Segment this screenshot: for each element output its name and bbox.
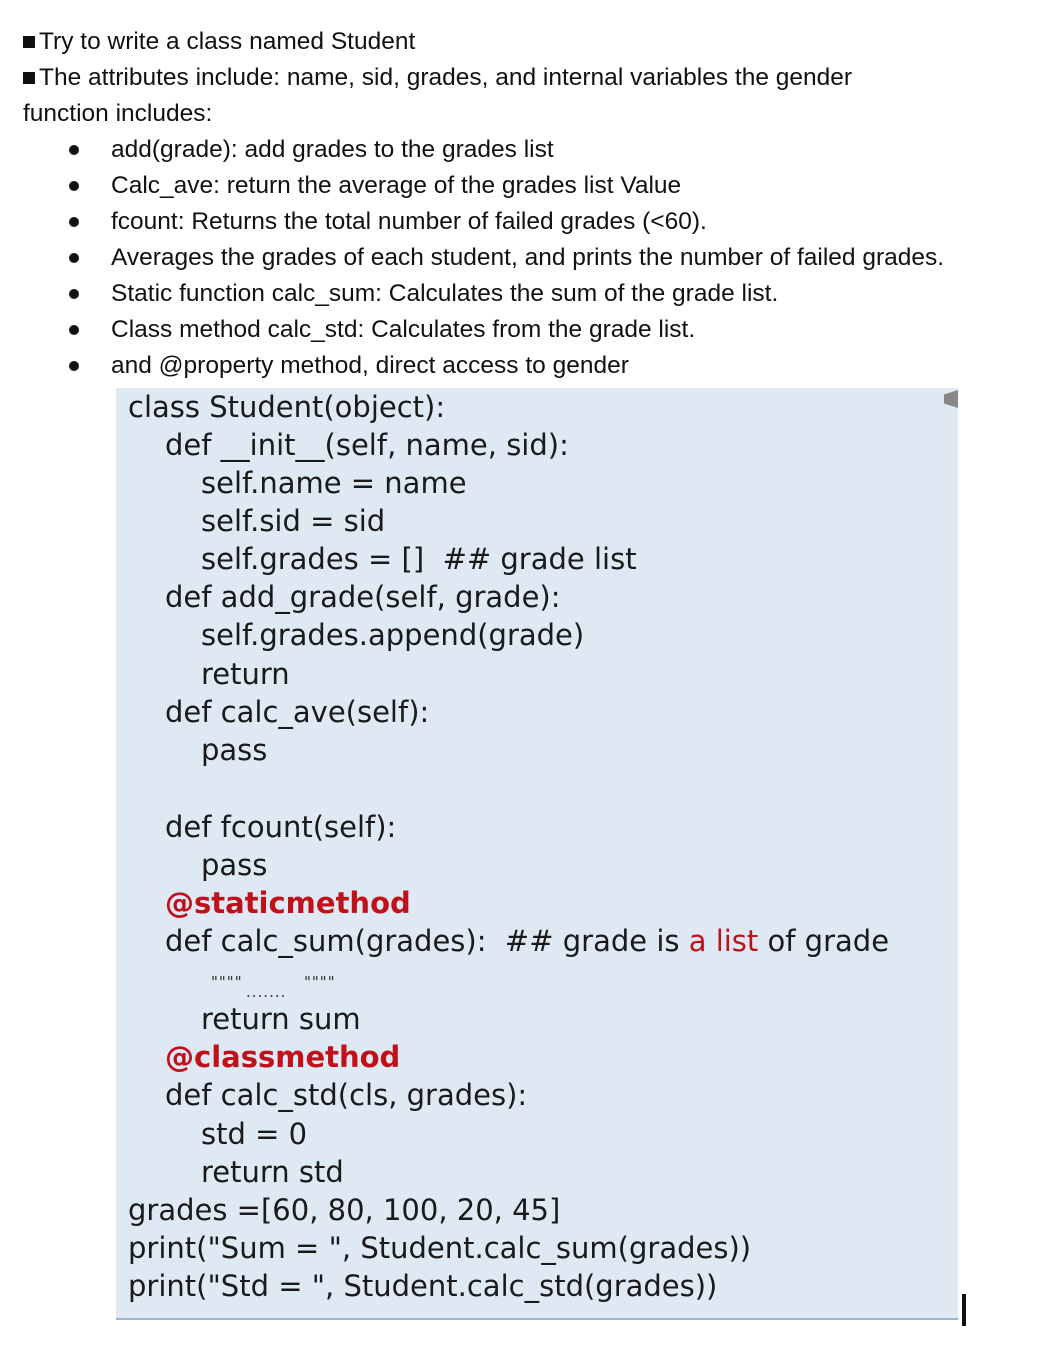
instruction-line: function includes: (23, 100, 213, 127)
corner-marker-icon (944, 390, 958, 408)
list-item-text: add(grade): add grades to the grades list (111, 136, 554, 163)
list-item (23, 276, 1035, 312)
list-item-text: Calc_ave: return the average of the grades list Value (111, 172, 682, 199)
square-bullet-icon (23, 72, 35, 84)
docstring-dots: ....... (246, 983, 287, 1001)
code-line: def fcount(self): (165, 810, 397, 844)
highlighted-text: a list (688, 924, 759, 958)
list-item (23, 132, 1035, 168)
code-line: self.grades = [] ## grade list (201, 542, 637, 576)
list-item-text: Averages the grades of each student, and prints the number of failed grades. (111, 244, 945, 271)
text-cursor (962, 1294, 966, 1326)
instruction-text: The attributes include: name, sid, grades, and internal variables the gender (39, 64, 853, 91)
instruction-line (23, 24, 1035, 60)
list-item (23, 348, 1035, 384)
code-text: of grade (758, 924, 890, 958)
code-line: grades =[60, 80, 100, 20, 45] (128, 1193, 561, 1227)
code-line: return std (201, 1155, 344, 1189)
list-item (23, 312, 1035, 348)
decorator-line: @staticmethod (165, 886, 411, 920)
list-item (23, 240, 1035, 276)
bullet-dot-icon (69, 289, 79, 299)
code-line: print("Sum = ", Student.calc_sum(grades)) (128, 1231, 752, 1265)
code-line: class Student(object): (128, 390, 446, 424)
code-line: std = 0 (201, 1117, 308, 1151)
code-image (116, 388, 958, 1320)
code-text: def calc_sum(grades): ## grade is (165, 924, 689, 958)
list-item (23, 168, 1035, 204)
list-item (23, 204, 1035, 240)
bullet-dot-icon (69, 145, 79, 155)
square-bullet-icon (23, 36, 35, 48)
instruction-line (23, 60, 1035, 96)
code-line: def calc_std(cls, grades): (165, 1078, 528, 1112)
code-line (165, 922, 889, 960)
docstring-open: """" (211, 973, 243, 991)
list-item-text: Static function calc_sum: Calculates the sum of the grade list. (111, 280, 779, 307)
list-item-text: fcount: Returns the total number of failed grades (<60). (111, 208, 707, 235)
code-line: return (201, 657, 290, 691)
code-line: pass (201, 733, 268, 767)
code-line: self.sid = sid (201, 504, 386, 538)
code-line: print("Std = ", Student.calc_std(grades)) (128, 1269, 718, 1303)
list-item-text: Class method calc_std: Calculates from the grade list. (111, 316, 696, 343)
code-line: pass (201, 848, 268, 882)
bullet-dot-icon (69, 181, 79, 191)
decorator-line: @classmethod (165, 1040, 401, 1074)
code-line: def calc_ave(self): (165, 695, 430, 729)
bullet-dot-icon (69, 325, 79, 335)
list-item-text: and @property method, direct access to gender (111, 352, 629, 379)
function-list (23, 132, 1035, 384)
bullet-dot-icon (69, 217, 79, 227)
code-line: self.name = name (201, 466, 467, 500)
code-line: return sum (201, 1002, 361, 1036)
code-line: def add_grade(self, grade): (165, 580, 561, 614)
instruction-text: Try to write a class named Student (39, 28, 416, 55)
docstring-close: """" (304, 973, 336, 991)
bullet-dot-icon (69, 361, 79, 371)
instructions (23, 24, 1035, 384)
bullet-dot-icon (69, 253, 79, 263)
code-line: self.grades.append(grade) (201, 618, 585, 652)
code-line: def __init__(self, name, sid): (165, 428, 569, 462)
